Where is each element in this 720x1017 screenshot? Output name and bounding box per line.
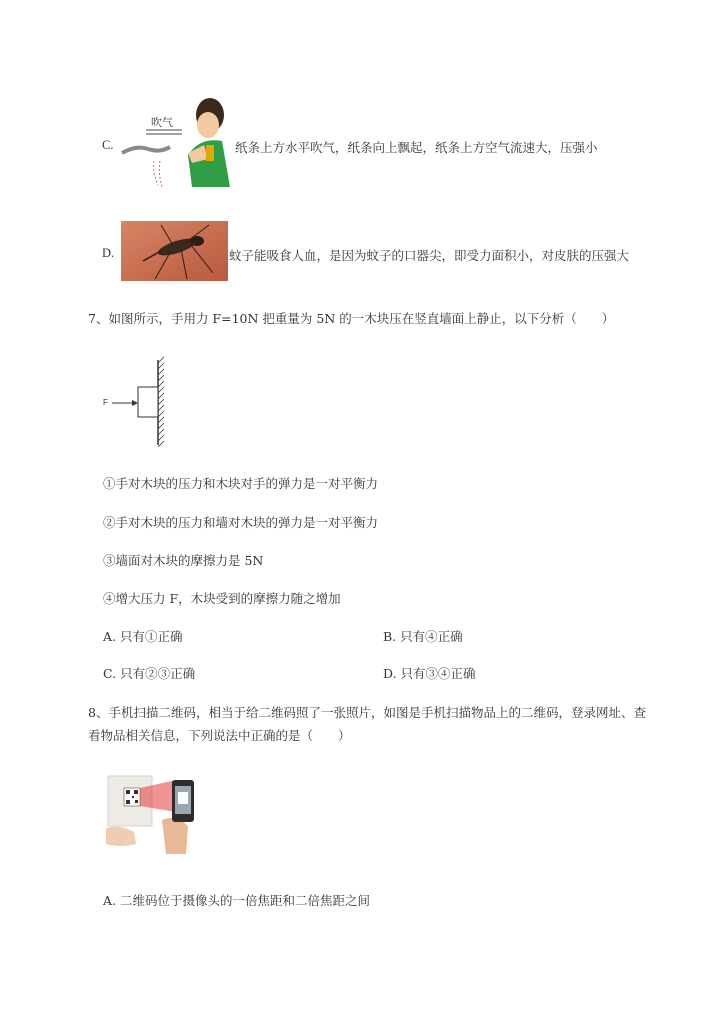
blowing-boy-illustration <box>118 95 234 187</box>
statement-3: ③墙面对木块的摩擦力是 5N <box>103 553 264 568</box>
q8-option-a[interactable]: A. 二维码位于摄像头的一倍焦距和二倍焦距之间 <box>103 893 370 908</box>
option-c-letter: C. <box>102 138 114 152</box>
statement-2: ②手对木块的压力和墙对木块的弹力是一对平衡力 <box>103 515 379 530</box>
q7-option-b[interactable]: B. 只有④正确 <box>383 629 463 644</box>
option-c-text: 纸条上方水平吹气，纸条向上飘起，纸条上方空气流速大，压强小 <box>235 140 598 155</box>
statement-1: ①手对木块的压力和木块对手的弹力是一对平衡力 <box>103 476 379 491</box>
mosquito-photo <box>121 221 228 281</box>
block-wall-diagram <box>100 357 172 447</box>
qr-scan-photo <box>106 770 210 856</box>
q7-option-c[interactable]: C. 只有②③正确 <box>103 666 196 681</box>
option-d-text: 蚊子能吸食人血，是因为蚊子的口器尖，即受力面积小，对皮肤的压强大 <box>229 248 630 263</box>
statement-4: ④增大压力 F，木块受到的摩擦力随之增加 <box>103 591 341 606</box>
blow-air-label: 吹气 <box>151 116 173 129</box>
force-f-label: F <box>103 398 108 407</box>
q7-option-d[interactable]: D. 只有③④正确 <box>383 666 476 681</box>
question-8-stem-line-1: 8、手机扫描二维码，相当于给二维码照了一张照片，如图是手机扫描物品上的二维码，登录网址、查 <box>88 705 646 720</box>
q7-option-a[interactable]: A. 只有①正确 <box>103 629 183 644</box>
option-d-letter: D. <box>102 246 115 260</box>
question-7-stem: 7、如图所示，手用力 F=10N 把重量为 5N 的一木块压在竖直墙面上静止，以下分析（ ） <box>88 311 615 326</box>
question-8-stem-line-2: 看物品相关信息，下列说法中正确的是（ ） <box>88 728 351 743</box>
